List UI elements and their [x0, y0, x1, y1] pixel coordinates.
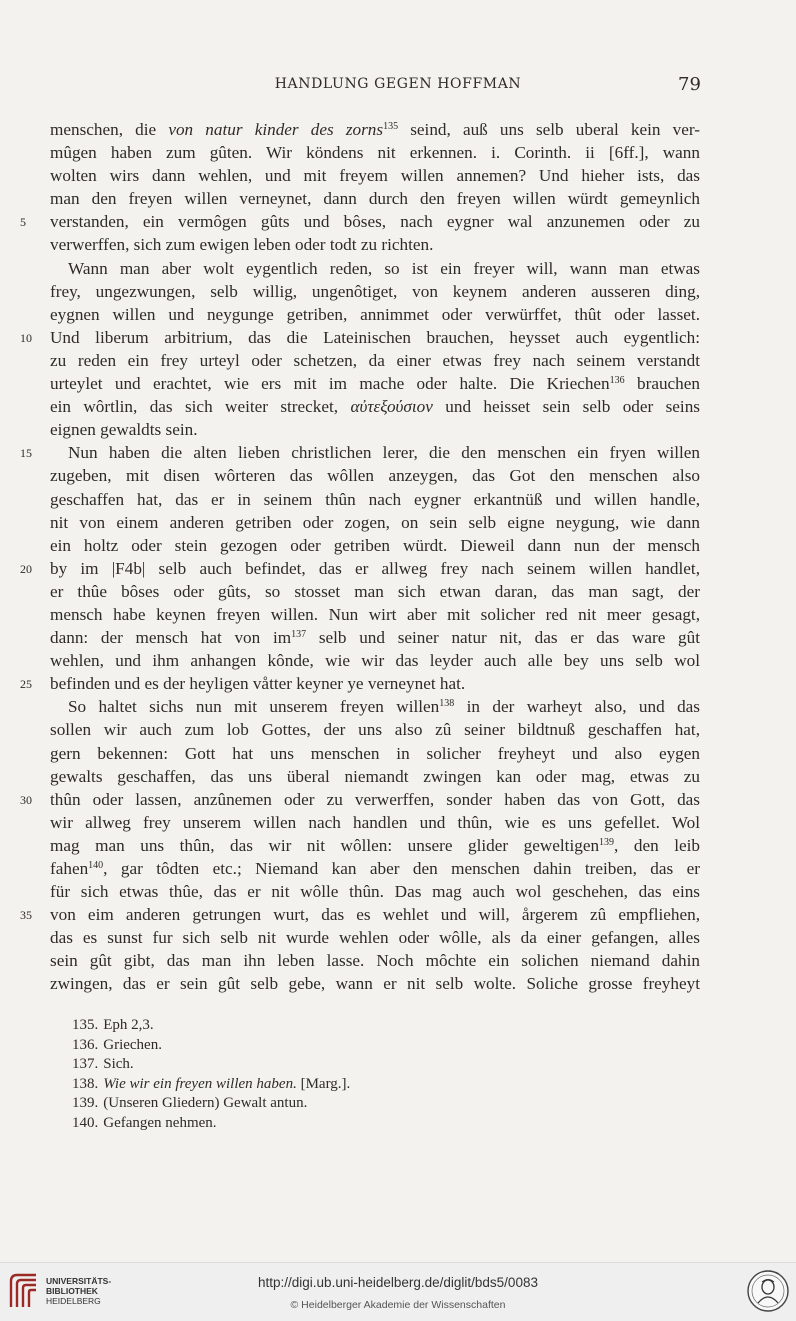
line-text: thûn oder lassen, anzûnemen oder zu verwerffen, sonder haben das von Gott, das	[50, 789, 700, 809]
line-text: eignen gewaldts sein.	[50, 420, 198, 440]
text-line	[20, 326, 700, 349]
text-line	[50, 280, 700, 303]
line-number: 15	[20, 446, 32, 461]
footnote	[72, 1055, 350, 1075]
line-text: das es sunst fur sich selb nit wurde wehlen oder wôlle, als da einer gefangen, alles	[50, 928, 700, 948]
text-line	[50, 742, 700, 765]
text-line	[50, 464, 700, 487]
text-line	[50, 834, 700, 857]
text-line	[50, 718, 700, 741]
permalink-url[interactable]: http://digi.ub.uni-heidelberg.de/diglit/bds5/0083	[258, 1275, 538, 1290]
line-text: befinden und es der heyligen våtter keyner ye verneynet hat.	[50, 674, 466, 694]
line-text: zu reden ein frey urteyl oder schetzen, da einer etwas frey nach seinem verstandt	[50, 350, 700, 370]
footnote-text: Gefangen nehmen.	[103, 1114, 217, 1131]
text-line	[50, 511, 700, 534]
line-number: 5	[20, 215, 26, 230]
line-number: 30	[20, 792, 32, 807]
text-line	[20, 557, 700, 580]
text-line	[50, 488, 700, 511]
text-line	[50, 972, 700, 995]
text-line	[50, 765, 700, 788]
text-line	[50, 118, 700, 141]
line-text: zugeben, mit disen wôrteren das wôllen anzeygen, das Got den menschen also	[50, 466, 700, 486]
footnote-number: 138.	[72, 1075, 99, 1092]
footnote-number: 140.	[72, 1114, 99, 1131]
text-line	[50, 303, 700, 326]
line-text: wehlen, und ihm anhangen kônde, wie wir das leyder auch alle bey uns selb wol	[50, 651, 700, 671]
text-line	[50, 626, 700, 649]
footnote-text: Sich.	[103, 1056, 134, 1072]
line-text: nit von einem anderen getriben oder zogen, on sein selb eigne neygung, wie dann	[50, 512, 700, 532]
text-line	[50, 395, 700, 418]
text-line	[50, 164, 700, 187]
line-text: So haltet sichs nun mit unserem freyen willen$^{138}$ in der warheyt also, und das	[68, 697, 700, 717]
footnote-number: 135.	[72, 1017, 99, 1033]
text-line	[50, 857, 700, 880]
footnote-text: Wie wir ein freyen willen haben. [Marg.].	[103, 1075, 351, 1092]
viewer-footer	[0, 1262, 796, 1321]
footnote-number: 136.	[72, 1036, 99, 1053]
text-line	[20, 788, 700, 811]
text-line	[50, 233, 700, 256]
line-text: eygnen willen und neygunge getriben, annimmet oder verwürffet, thût oder lasset.	[50, 304, 700, 324]
line-text: geschaffen hat, das er in seinem thûn nach eygner erkantnüß und willen handle,	[50, 489, 700, 509]
line-text: Wann man aber wolt eygentlich reden, so ist ein freyer will, wann man etwas	[68, 258, 700, 278]
footnote-number: 139.	[72, 1095, 99, 1111]
line-text: Und liberum arbitrium, das die Lateinischen brauchen, heysset auch eygentlich:	[50, 327, 700, 347]
page-number: 79	[678, 74, 701, 95]
line-text: sollen wir auch zum lob Gottes, der uns also zû seiner bildtnuß geschaffen hat,	[50, 720, 700, 740]
footnote-text: (Unseren Gliedern) Gewalt antun.	[103, 1095, 308, 1111]
text-line	[50, 811, 700, 834]
footnotes	[72, 1016, 350, 1133]
text-line	[20, 441, 700, 464]
footnote	[72, 1094, 350, 1114]
footnote	[72, 1075, 350, 1095]
line-number: 10	[20, 330, 32, 345]
line-text: mensch habe keynen freyen willen. Nun wirt aber mit solicher red nit meer gesagt,	[50, 604, 700, 624]
footnote-number: 137.	[72, 1056, 99, 1072]
line-text: gern bekennen: Gott hat uns menschen in solicher freyheyt und also eygen	[50, 743, 700, 763]
text-line	[50, 949, 700, 972]
line-text: verstanden, ein vermôgen gûts und bôses, nach eygner wal anzunemen oder zu	[50, 212, 700, 232]
library-name[interactable]: UNIVERSITÄTS- BIBLIOTHEK HEIDELBERG	[46, 1276, 112, 1306]
text-line	[50, 695, 700, 718]
footnote	[72, 1036, 350, 1056]
footnote	[72, 1114, 350, 1134]
text-line	[50, 580, 700, 603]
text-line	[20, 903, 700, 926]
line-text: urteylet und erachtet, wie ers mit im mache oder halte. Die Kriechen$^{136}$ brauchen	[50, 374, 700, 394]
text-line	[50, 349, 700, 372]
line-text: dann: der mensch hat von $im^{137}$ selb und seiner natur nit, das er das ware gût	[50, 628, 700, 648]
text-line	[50, 534, 700, 557]
line-number: 25	[20, 677, 32, 692]
copyright-notice: © Heidelberger Akademie der Wissenschaften	[290, 1299, 506, 1311]
line-text: mag man uns thûn, das wir nit wôllen: unsere glider geweltigen$^{139}$, den leib	[50, 835, 700, 855]
text-line	[50, 141, 700, 164]
text-line	[50, 257, 700, 280]
line-text: mûgen haben zum gûten. Wir köndens nit erkennen. i. Corinth. ii [6ff.], wann	[50, 143, 700, 163]
text-line	[20, 210, 700, 233]
line-text: für sich etwas thûe, das er nit wôlle thûn. Das mag auch wol geschehen, das eins	[50, 882, 700, 902]
footnote-text: Griechen.	[103, 1036, 162, 1053]
footnote-text: Eph 2,3.	[103, 1017, 154, 1033]
footnote	[72, 1016, 350, 1036]
line-text: man den freyen willen verneynet, dann durch den freyen willen würdt gemeynlich	[50, 189, 700, 209]
text-line	[50, 880, 700, 903]
line-text: menschen, die von natur kinder des zorns$^{135}$ seind, auß uns selb uberal kein ver-	[50, 120, 700, 139]
line-text: fahen$^{140}$, gar tôdten etc.; Niemand kan aber den menschen dahin treiben, das er	[50, 859, 700, 878]
line-text: Nun haben die alten lieben christlichen lerer, die den menschen ein fryen willen	[68, 443, 700, 463]
line-text: by im |F4b| selb auch befindet, das er allweg frey nach seinem willen handlet,	[50, 558, 700, 578]
text-line	[50, 649, 700, 672]
line-number: 20	[20, 561, 32, 576]
line-text: gewalts geschaffen, das uns überal niemandt zwingen kan oder mag, etwas zu	[50, 766, 700, 786]
line-text: zwingen, das er sein gût selb gebe, wann er nit selb wolte. Soliche grosse freyheyt	[50, 974, 700, 994]
line-number: 35	[20, 908, 32, 923]
text-line	[50, 926, 700, 949]
text-line	[20, 672, 700, 695]
line-text: verwerffen, sich zum ewigen leben oder todt zu richten.	[50, 235, 434, 255]
academy-seal-icon	[746, 1269, 790, 1313]
text-line	[50, 418, 700, 441]
line-text: wolten wirs dann wehlen, und mit freyem willen annemen? Und hieher ists, das	[50, 166, 700, 186]
line-text: von eim anderen getrungen wurt, das es wehlet und will, årgerem zû empfliehen,	[50, 905, 700, 925]
line-text: frey, ungezwungen, selb willig, ungenôtiget, von keynem anderen ausseren ding,	[50, 281, 700, 301]
text-line	[50, 603, 700, 626]
running-title: HANDLUNG GEGEN HOFFMAN	[274, 76, 522, 92]
line-text: sein gût gibt, das man ihn leben lasse. Noch môchte ein solichen niemand dahin	[50, 951, 700, 971]
text-line	[50, 187, 700, 210]
text-line	[50, 372, 700, 395]
body-text	[20, 118, 700, 996]
line-text: wir allweg frey unserem willen nach handlen und thûn, wie es uns gefellet. Wol	[50, 812, 700, 832]
line-text: er thûe bôses oder gûts, so stosset man sich etwan daran, das man sagt, der	[50, 581, 700, 601]
line-text: ein wôrtlin, das sich weiter strecket, αὐτεξούσιον und heisset sein selb oder seins	[50, 397, 700, 417]
line-text: ein holtz oder stein gezogen oder getriben würdt. Dieweil dann nun der mensch	[50, 535, 700, 555]
